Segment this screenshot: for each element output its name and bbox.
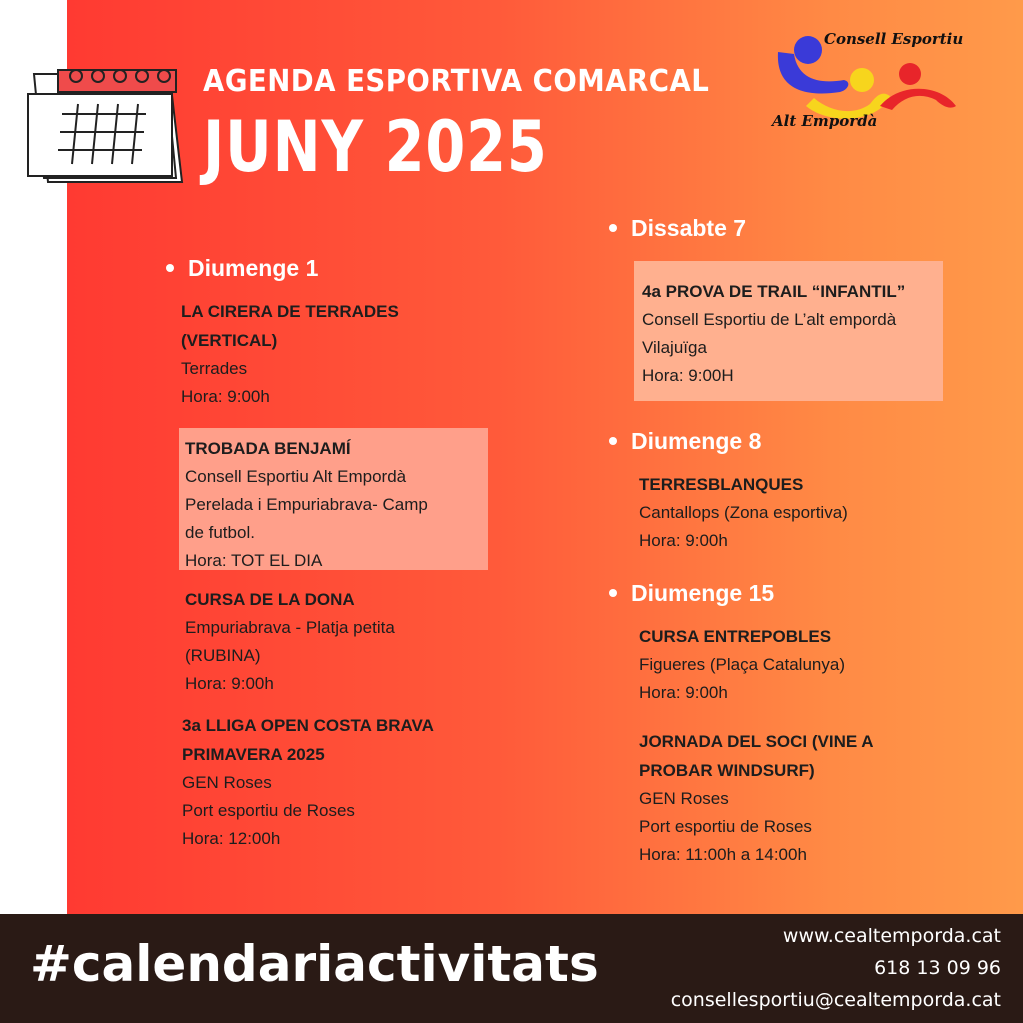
event-location: Perelada i Empuriabrava- Camp <box>185 495 428 514</box>
event-card <box>181 297 481 411</box>
day-heading: Diumenge 8 <box>609 428 761 455</box>
event-card-highlighted <box>634 261 943 401</box>
event-time: Hora: 9:00h <box>639 683 728 702</box>
event-organizer: GEN Roses <box>639 789 729 808</box>
bullet-icon <box>609 589 617 597</box>
day-heading: Diumenge 1 <box>166 255 318 282</box>
event-location: Port esportiu de Roses <box>182 801 355 820</box>
event-title: PRIMAVERA 2025 <box>182 745 325 764</box>
event-title: CURSA ENTREPOBLES <box>639 627 832 646</box>
bullet-icon <box>609 224 617 232</box>
event-title: LA CIRERA DE TERRADES <box>181 302 399 321</box>
event-title: JORNADA DEL SOCI (VINE A <box>639 732 874 751</box>
event-title: CURSA DE LA DONA <box>185 590 355 609</box>
event-location: de futbol. <box>185 523 255 542</box>
email-link[interactable]: consellesportiu@cealtemporda.cat <box>670 989 1001 1011</box>
event-time: Hora: 11:00h a 14:00h <box>639 845 807 864</box>
website-link[interactable]: www.cealtemporda.cat <box>782 925 1001 947</box>
event-time: Hora: 9:00H <box>642 366 734 385</box>
phone-number[interactable]: 618 13 09 96 <box>874 957 1001 979</box>
event-time: Hora: TOT EL DIA <box>185 551 323 570</box>
event-time: Hora: 9:00h <box>185 674 274 693</box>
day-heading: Diumenge 15 <box>609 580 774 607</box>
event-title: PROBAR WINDSURF) <box>639 761 815 780</box>
bullet-icon <box>609 437 617 445</box>
hashtag: #calendariactivitats <box>30 935 599 993</box>
event-organizer: Consell Esportiu de L’alt empordà <box>642 310 897 329</box>
event-card <box>185 585 485 698</box>
page-title: JUNY 2025 <box>203 106 548 188</box>
event-location: Port esportiu de Roses <box>639 817 812 836</box>
event-card <box>639 727 959 869</box>
day-heading: Dissabte 7 <box>609 215 746 242</box>
event-location: Figueres (Plaça Catalunya) <box>639 655 845 674</box>
logo-top-text: Consell Esportiu <box>824 30 964 48</box>
consell-esportiu-logo <box>770 26 970 144</box>
bullet-icon <box>166 264 174 272</box>
event-location: Vilajuïga <box>642 338 707 357</box>
event-organizer: GEN Roses <box>182 773 272 792</box>
event-title: 4a PROVA DE TRAIL “INFANTIL” <box>642 282 906 301</box>
event-location: Empuriabrava - Platja petita <box>185 618 395 637</box>
event-location: Cantallops (Zona esportiva) <box>639 503 848 522</box>
event-location: Terrades <box>181 359 248 378</box>
logo-bottom-text: Alt Empordà <box>772 112 878 130</box>
event-title: TROBADA BENJAMÍ <box>185 439 351 458</box>
event-title: TERRESBLANQUES <box>639 475 804 494</box>
event-time: Hora: 12:00h <box>182 829 281 848</box>
event-card <box>639 470 939 555</box>
event-card <box>639 622 939 707</box>
event-time: Hora: 9:00h <box>639 531 728 550</box>
calendar-icon <box>22 64 184 188</box>
event-card-highlighted <box>179 428 488 570</box>
event-time: Hora: 9:00h <box>181 387 270 406</box>
event-card <box>182 711 502 853</box>
event-title: (VERTICAL) <box>181 331 278 350</box>
event-location: (RUBINA) <box>185 646 261 665</box>
subtitle: AGENDA ESPORTIVA COMARCAL <box>203 64 710 99</box>
event-title: 3a LLIGA OPEN COSTA BRAVA <box>182 716 434 735</box>
event-organizer: Consell Esportiu Alt Empordà <box>185 467 407 486</box>
